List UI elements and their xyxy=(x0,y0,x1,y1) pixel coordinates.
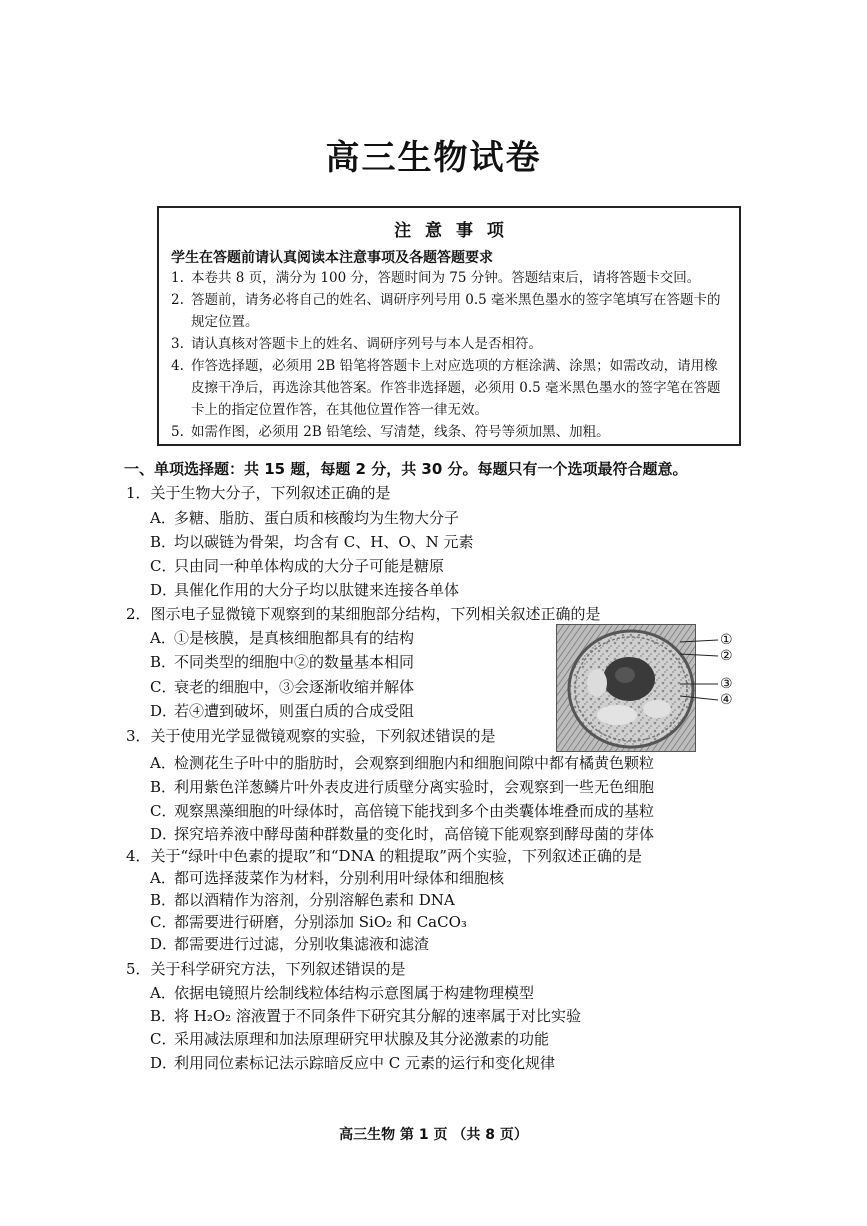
option-label: C． xyxy=(150,557,177,575)
option-label: C． xyxy=(150,678,177,696)
option-label: D． xyxy=(150,581,178,599)
notice-item-text: 作答选择题，必须用 2B 铅笔将答题卡上对应选项的方框涂满、涂黑；如需改动，请用橡皮擦干净后，再选涂其他答案。作答非选择题，必须用 0.5 毫米黑色墨水的签字笔在答题卡上的指定位置作答，在其他位置作答一律无效。 xyxy=(191,358,721,418)
notice-heading: 注 意 事 项 xyxy=(394,221,508,241)
notice-item xyxy=(171,289,731,333)
option-label: B． xyxy=(150,653,177,671)
option-text: 具催化作用的大分子均以肽键来连接各单体 xyxy=(174,581,460,599)
option-text: 探究培养液中酵母菌种群数量的变化时，高倍镜下能观察到酵母菌的芽体 xyxy=(174,825,655,843)
option-label: C． xyxy=(150,913,177,931)
option xyxy=(150,1028,549,1049)
figure-label-3: ③ xyxy=(720,676,733,692)
option-label: C． xyxy=(150,802,177,820)
option-label: B． xyxy=(150,1007,177,1025)
option xyxy=(150,776,654,797)
notice-box xyxy=(157,206,741,446)
callout-lines xyxy=(680,630,720,710)
option xyxy=(150,579,459,600)
notice-item-number: 3. xyxy=(171,336,184,352)
option-text: 只由同一种单体构成的大分子可能是糖原 xyxy=(174,557,445,575)
option-text: 均以碳链为骨架，均含有 C、H、O、N 元素 xyxy=(174,533,474,551)
option-text: 衰老的细胞中，③会逐渐收缩并解体 xyxy=(174,678,415,696)
option-text: 检测花生子叶中的脂肪时，会观察到细胞内和细胞间隙中都有橘黄色颗粒 xyxy=(174,754,655,772)
option xyxy=(150,700,414,721)
option-label: A． xyxy=(150,869,176,887)
option-label: B． xyxy=(150,891,177,909)
notice-subtitle: 学生在答题前请认真阅读本注意事项及各题答题要求 xyxy=(171,250,493,266)
option xyxy=(150,752,654,773)
option xyxy=(150,867,504,888)
option-text: 观察黑藻细胞的叶绿体时，高倍镜下能找到多个由类囊体堆叠而成的基粒 xyxy=(174,802,655,820)
option-text: 都需要进行研磨，分别添加 SiO₂ 和 CaCO₃ xyxy=(174,913,467,931)
option-label: A． xyxy=(150,509,176,527)
option-label: C． xyxy=(150,1030,177,1048)
option xyxy=(150,507,459,528)
notice-item xyxy=(171,355,731,421)
option-label: A． xyxy=(150,754,176,772)
option xyxy=(150,627,414,648)
option-text: 多糖、脂肪、蛋白质和核酸均为生物大分子 xyxy=(174,509,460,527)
option-text: 利用同位素标记法示踪暗反应中 C 元素的运行和变化规律 xyxy=(174,1054,556,1072)
option xyxy=(150,1052,555,1073)
option xyxy=(150,982,534,1003)
question-stem: 5．关于科学研究方法，下列叙述错误的是 xyxy=(126,960,406,978)
notice-item xyxy=(171,333,731,355)
option-text: 若④遭到破坏，则蛋白质的合成受阻 xyxy=(174,702,415,720)
option xyxy=(150,531,474,552)
figure-label-1: ① xyxy=(720,632,733,648)
option-text: 不同类型的细胞中②的数量基本相同 xyxy=(174,653,415,671)
notice-item-number: 2. xyxy=(171,292,184,308)
option-text: 将 H₂O₂ 溶液置于不同条件下研究其分解的速率属于对比实验 xyxy=(174,1007,581,1025)
option xyxy=(150,911,467,932)
option-label: B． xyxy=(150,778,177,796)
option xyxy=(150,1005,581,1026)
electron-micrograph xyxy=(556,624,696,752)
option xyxy=(150,555,444,576)
question-stem: 2．图示电子显微镜下观察到的某细胞部分结构，下列相关叙述正确的是 xyxy=(126,605,601,623)
notice-item-number: 5. xyxy=(171,424,184,440)
option-text: 都需要进行过滤，分别收集滤液和滤渣 xyxy=(174,935,430,953)
option xyxy=(150,933,429,954)
option-text: 利用紫色洋葱鳞片叶外表皮进行质壁分离实验时，会观察到一些无色细胞 xyxy=(174,778,655,796)
option xyxy=(150,889,455,910)
option-text: 都可选择菠菜作为材料，分别利用叶绿体和细胞核 xyxy=(174,869,505,887)
micrograph-image xyxy=(557,625,695,751)
option-label: D． xyxy=(150,935,178,953)
option xyxy=(150,651,414,672)
option-label: D． xyxy=(150,825,178,843)
notice-item-text: 请认真核对答题卡上的姓名、调研序列号与本人是否相符。 xyxy=(191,336,542,352)
option-text: 采用减法原理和加法原理研究甲状腺及其分泌激素的功能 xyxy=(174,1030,550,1048)
notice-item-number: 1. xyxy=(171,270,184,286)
notice-item-number: 4. xyxy=(171,358,184,374)
figure-label-2: ② xyxy=(720,648,733,664)
page-title: 高三生物试卷 xyxy=(325,138,542,178)
option xyxy=(150,800,654,821)
notice-item-text: 本卷共 8 页，满分为 100 分，答题时间为 75 分钟。答题结束后，请将答题卡交回。 xyxy=(191,270,701,286)
option-text: 依据电镜照片绘制线粒体结构示意图属于构建物理模型 xyxy=(174,984,535,1002)
option-label: A． xyxy=(150,629,176,647)
option-text: 都以酒精作为溶剂，分别溶解色素和 DNA xyxy=(174,891,455,909)
notice-item-text: 如需作图，必须用 2B 铅笔绘、写清楚，线条、符号等须加黑、加粗。 xyxy=(191,424,610,440)
question-stem: 4．关于“绿叶中色素的提取”和“DNA 的粗提取”两个实验，下列叙述正确的是 xyxy=(126,847,642,865)
page-footer: 高三生物 第 1 页 （共 8 页） xyxy=(339,1127,528,1143)
section-heading: 一、单项选择题：共 15 题，每题 2 分，共 30 分。每题只有一个选项最符合题意。 xyxy=(124,460,688,478)
option-label: D． xyxy=(150,702,178,720)
option-text: ①是核膜，是真核细胞都具有的结构 xyxy=(174,629,415,647)
question-stem: 3．关于使用光学显微镜观察的实验，下列叙述错误的是 xyxy=(126,727,496,745)
figure-label-4: ④ xyxy=(720,692,733,708)
notice-item xyxy=(171,267,731,289)
option xyxy=(150,823,654,844)
notice-item xyxy=(171,421,731,443)
option-label: D． xyxy=(150,1054,178,1072)
option-label: A． xyxy=(150,984,176,1002)
option xyxy=(150,676,414,697)
option-label: B． xyxy=(150,533,177,551)
question-stem: 1．关于生物大分子，下列叙述正确的是 xyxy=(126,484,391,502)
notice-item-text: 答题前，请务必将自己的姓名、调研序列号用 0.5 毫米黑色墨水的签字笔填写在答题卡的规定位置。 xyxy=(191,292,721,330)
